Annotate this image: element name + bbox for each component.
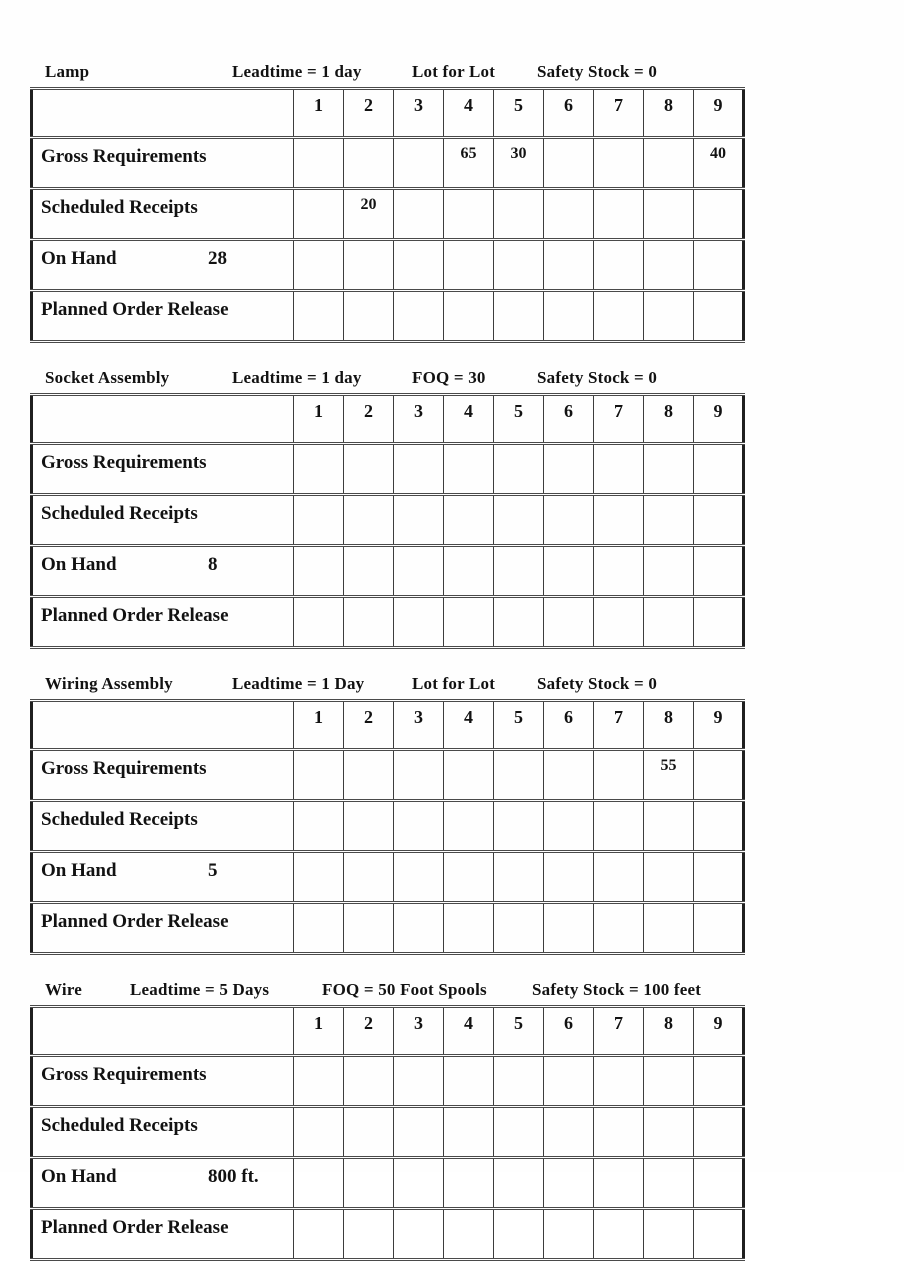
grid-cell [344,1158,394,1209]
grid-cell [594,138,644,189]
row-label: On Hand [41,1166,117,1187]
grid-cell [444,597,494,648]
grid-cell [344,444,394,495]
grid-cell [594,852,644,903]
row-label: On Hand [41,554,117,575]
grid-cell [494,291,544,342]
mrp-record-title [30,366,750,393]
grid-cell [294,750,344,801]
grid-cell [294,138,344,189]
mrp-grid-socket-assembly [30,393,745,649]
grid-cell [694,240,744,291]
row-label-cell [32,546,294,597]
row-label: Planned Order Release [41,605,229,626]
grid-cell [494,444,544,495]
grid-cell [294,240,344,291]
grid-cell [694,495,744,546]
grid-cell [494,189,544,240]
table-row [32,546,744,597]
table-row [32,240,744,291]
grid-cell [394,291,444,342]
grid-cell [294,189,344,240]
grid-cell [444,291,494,342]
table-row [32,189,744,240]
grid-cell [644,1107,694,1158]
row-label: Scheduled Receipts [41,1115,198,1136]
grid-cell [644,597,694,648]
grid-cell [494,1158,544,1209]
safety-stock-label: Safety Stock = 0 [537,368,658,387]
period-header-cell: 7 [594,395,644,444]
row-label: Gross Requirements [41,758,207,779]
grid-cell [294,903,344,954]
row-label: Scheduled Receipts [41,503,198,524]
grid-cell [344,852,394,903]
grid-cell [294,852,344,903]
grid-cell [694,801,744,852]
grid-cell [444,750,494,801]
grid-cell [544,903,594,954]
on-hand-qty: 8 [208,554,218,575]
grid-cell [644,189,694,240]
grid-cell [544,750,594,801]
grid-cell [644,1158,694,1209]
period-header-cell: 9 [694,701,744,750]
mrp-grid-wire [30,1005,745,1261]
grid-cell [594,1158,644,1209]
grid-cell [694,546,744,597]
mrp-record-title [30,978,750,1005]
period-header-cell: 1 [294,395,344,444]
row-label: Gross Requirements [41,1064,207,1085]
grid-cell [544,1209,594,1260]
period-header-cell: 4 [444,89,494,138]
item-name: Socket Assembly [45,368,170,387]
grid-cell [594,546,644,597]
grid-cell [694,903,744,954]
grid-cell [394,597,444,648]
period-header-cell: 8 [644,701,694,750]
row-label-cell [32,1158,294,1209]
grid-cell [494,495,544,546]
grid-cell [394,189,444,240]
grid-cell [544,444,594,495]
period-header-cell: 9 [694,1007,744,1056]
grid-cell [444,444,494,495]
row-label-cell [32,495,294,546]
period-header-cell: 1 [294,701,344,750]
grid-cell [294,444,344,495]
period-header-cell: 5 [494,701,544,750]
grid-cell [294,597,344,648]
grid-cell [644,903,694,954]
safety-stock-label: Safety Stock = 0 [537,674,658,693]
grid-cell [494,240,544,291]
table-row [32,1056,744,1107]
period-header-cell: 7 [594,89,644,138]
period-header-cell: 1 [294,89,344,138]
grid-cell [294,291,344,342]
table-row [32,138,744,189]
grid-cell [694,750,744,801]
grid-cell [394,1209,444,1260]
grid-cell [644,546,694,597]
grid-cell [294,801,344,852]
grid-cell [394,495,444,546]
period-header-cell: 3 [394,395,444,444]
grid-cell [544,1056,594,1107]
period-header-cell: 2 [344,89,394,138]
period-header-cell: 7 [594,1007,644,1056]
grid-cell [444,1209,494,1260]
table-row [32,495,744,546]
grid-cell [444,189,494,240]
period-header-cell: 8 [644,89,694,138]
row-label: Scheduled Receipts [41,197,198,218]
period-header-cell: 2 [344,1007,394,1056]
grid-cell [444,240,494,291]
grid-cell [394,1107,444,1158]
grid-cell [544,852,594,903]
row-label-cell [32,1056,294,1107]
grid-cell [544,138,594,189]
grid-cell [494,546,544,597]
table-row [32,852,744,903]
safety-stock-label: Safety Stock = 0 [537,62,658,81]
mrp-record-title [30,60,750,87]
grid-cell [344,495,394,546]
grid-cell [544,291,594,342]
on-hand-qty: 28 [208,248,227,269]
row-label: Planned Order Release [41,911,229,932]
table-row [32,1209,744,1260]
grid-cell [544,801,594,852]
corner-cell [32,395,294,444]
period-header-cell: 5 [494,395,544,444]
table-row [32,750,744,801]
grid-cell [494,597,544,648]
lot-rule-label: FOQ = 50 Foot Spools [322,980,487,999]
row-label-cell [32,189,294,240]
grid-cell [644,1209,694,1260]
grid-cell [444,495,494,546]
grid-cell [444,1107,494,1158]
grid-cell [294,1107,344,1158]
period-header-cell: 5 [494,89,544,138]
grid-cell [294,1209,344,1260]
grid-cell [644,1056,694,1107]
grid-cell [594,291,644,342]
grid-cell [344,291,394,342]
row-label: Gross Requirements [41,452,207,473]
grid-cell [694,1056,744,1107]
grid-cell [644,801,694,852]
item-name: Lamp [45,62,90,81]
grid-cell [594,444,644,495]
table-row [32,903,744,954]
table-row [32,1158,744,1209]
grid-cell [344,1056,394,1107]
mrp-record-wiring-assembly [30,672,750,955]
grid-cell [494,1107,544,1158]
grid-cell [494,801,544,852]
corner-cell [32,701,294,750]
grid-cell [394,138,444,189]
grid-cell [694,291,744,342]
grid-cell [594,903,644,954]
grid-cell [344,903,394,954]
table-row [32,801,744,852]
grid-cell: 65 [444,138,494,189]
period-header-cell: 4 [444,701,494,750]
grid-cell [494,852,544,903]
grid-cell: 40 [694,138,744,189]
grid-cell [294,546,344,597]
period-header-cell: 5 [494,1007,544,1056]
period-header-cell: 1 [294,1007,344,1056]
grid-cell [344,546,394,597]
grid-cell [694,852,744,903]
mrp-grid-wiring-assembly [30,699,745,955]
grid-cell [594,240,644,291]
grid-cell [544,495,594,546]
row-label-cell [32,138,294,189]
grid-cell [594,750,644,801]
period-header-cell: 7 [594,701,644,750]
grid-cell [344,1107,394,1158]
grid-cell [544,546,594,597]
period-header-row [32,701,744,750]
grid-cell [344,801,394,852]
row-label-cell [32,597,294,648]
grid-cell [444,801,494,852]
grid-cell [544,597,594,648]
grid-cell [294,1056,344,1107]
grid-cell [344,750,394,801]
lot-rule-label: Lot for Lot [412,62,496,81]
grid-cell [644,495,694,546]
period-header-cell: 8 [644,1007,694,1056]
mrp-grid-lamp [30,87,745,343]
period-header-row [32,395,744,444]
grid-cell [494,750,544,801]
grid-cell [594,801,644,852]
grid-cell [444,1056,494,1107]
grid-cell [494,903,544,954]
lot-rule-label: Lot for Lot [412,674,496,693]
row-label-cell [32,750,294,801]
leadtime-label: Leadtime = 5 Days [130,980,270,999]
grid-cell [594,189,644,240]
grid-cell [694,597,744,648]
grid-cell [344,1209,394,1260]
grid-cell [694,1107,744,1158]
period-header-cell: 4 [444,395,494,444]
grid-cell [294,1158,344,1209]
safety-stock-label: Safety Stock = 100 feet [532,980,702,999]
row-label: Planned Order Release [41,1217,229,1238]
period-header-cell: 6 [544,89,594,138]
grid-cell [394,1056,444,1107]
grid-cell [444,903,494,954]
mrp-record-socket-assembly [30,366,750,649]
grid-cell [394,546,444,597]
table-row [32,444,744,495]
grid-cell [444,546,494,597]
period-header-cell: 3 [394,1007,444,1056]
row-label: On Hand [41,860,117,881]
mrp-record-wire [30,978,750,1261]
row-label: On Hand [41,248,117,269]
leadtime-label: Leadtime = 1 day [232,368,362,387]
row-label-cell [32,801,294,852]
grid-cell [644,852,694,903]
grid-cell [394,852,444,903]
on-hand-qty: 800 ft. [208,1166,259,1187]
grid-cell: 30 [494,138,544,189]
period-header-cell: 6 [544,701,594,750]
row-label-cell [32,240,294,291]
row-label: Gross Requirements [41,146,207,167]
period-header-cell: 3 [394,701,444,750]
row-label: Scheduled Receipts [41,809,198,830]
grid-cell [544,189,594,240]
row-label-cell [32,444,294,495]
period-header-cell: 2 [344,395,394,444]
grid-cell [644,138,694,189]
leadtime-label: Leadtime = 1 Day [232,674,365,693]
grid-cell [694,1209,744,1260]
period-header-cell: 4 [444,1007,494,1056]
grid-cell [544,1158,594,1209]
grid-cell [394,444,444,495]
table-row [32,291,744,342]
grid-cell [344,240,394,291]
grid-cell: 20 [344,189,394,240]
grid-cell [394,750,444,801]
mrp-record-lamp [30,60,750,343]
grid-cell [694,189,744,240]
grid-cell [394,1158,444,1209]
item-name: Wire [45,980,82,999]
grid-cell [344,138,394,189]
corner-cell [32,1007,294,1056]
period-header-cell: 6 [544,1007,594,1056]
grid-cell [444,852,494,903]
table-row [32,1107,744,1158]
grid-cell [394,801,444,852]
grid-cell [494,1209,544,1260]
period-header-cell: 2 [344,701,394,750]
leadtime-label: Leadtime = 1 day [232,62,362,81]
grid-cell: 55 [644,750,694,801]
grid-cell [594,495,644,546]
grid-cell [694,1158,744,1209]
corner-cell [32,89,294,138]
grid-cell [344,597,394,648]
grid-cell [594,1056,644,1107]
worksheet-content [30,60,750,1284]
grid-cell [544,1107,594,1158]
grid-cell [394,240,444,291]
period-header-cell: 9 [694,89,744,138]
grid-cell [494,1056,544,1107]
table-row [32,597,744,648]
grid-cell [644,240,694,291]
row-label-cell [32,1209,294,1260]
row-label-cell [32,852,294,903]
grid-cell [594,1209,644,1260]
row-label-cell [32,903,294,954]
period-header-row [32,89,744,138]
period-header-cell: 9 [694,395,744,444]
grid-cell [594,597,644,648]
grid-cell [394,903,444,954]
row-label-cell [32,291,294,342]
period-header-cell: 6 [544,395,594,444]
period-header-row [32,1007,744,1056]
mrp-record-title [30,672,750,699]
grid-cell [294,495,344,546]
grid-cell [644,291,694,342]
period-header-cell: 3 [394,89,444,138]
grid-cell [444,1158,494,1209]
on-hand-qty: 5 [208,860,218,881]
period-header-cell: 8 [644,395,694,444]
lot-rule-label: FOQ = 30 [412,368,486,387]
row-label-cell [32,1107,294,1158]
item-name: Wiring Assembly [45,674,173,693]
grid-cell [544,240,594,291]
grid-cell [644,444,694,495]
grid-cell [594,1107,644,1158]
row-label: Planned Order Release [41,299,229,320]
grid-cell [694,444,744,495]
